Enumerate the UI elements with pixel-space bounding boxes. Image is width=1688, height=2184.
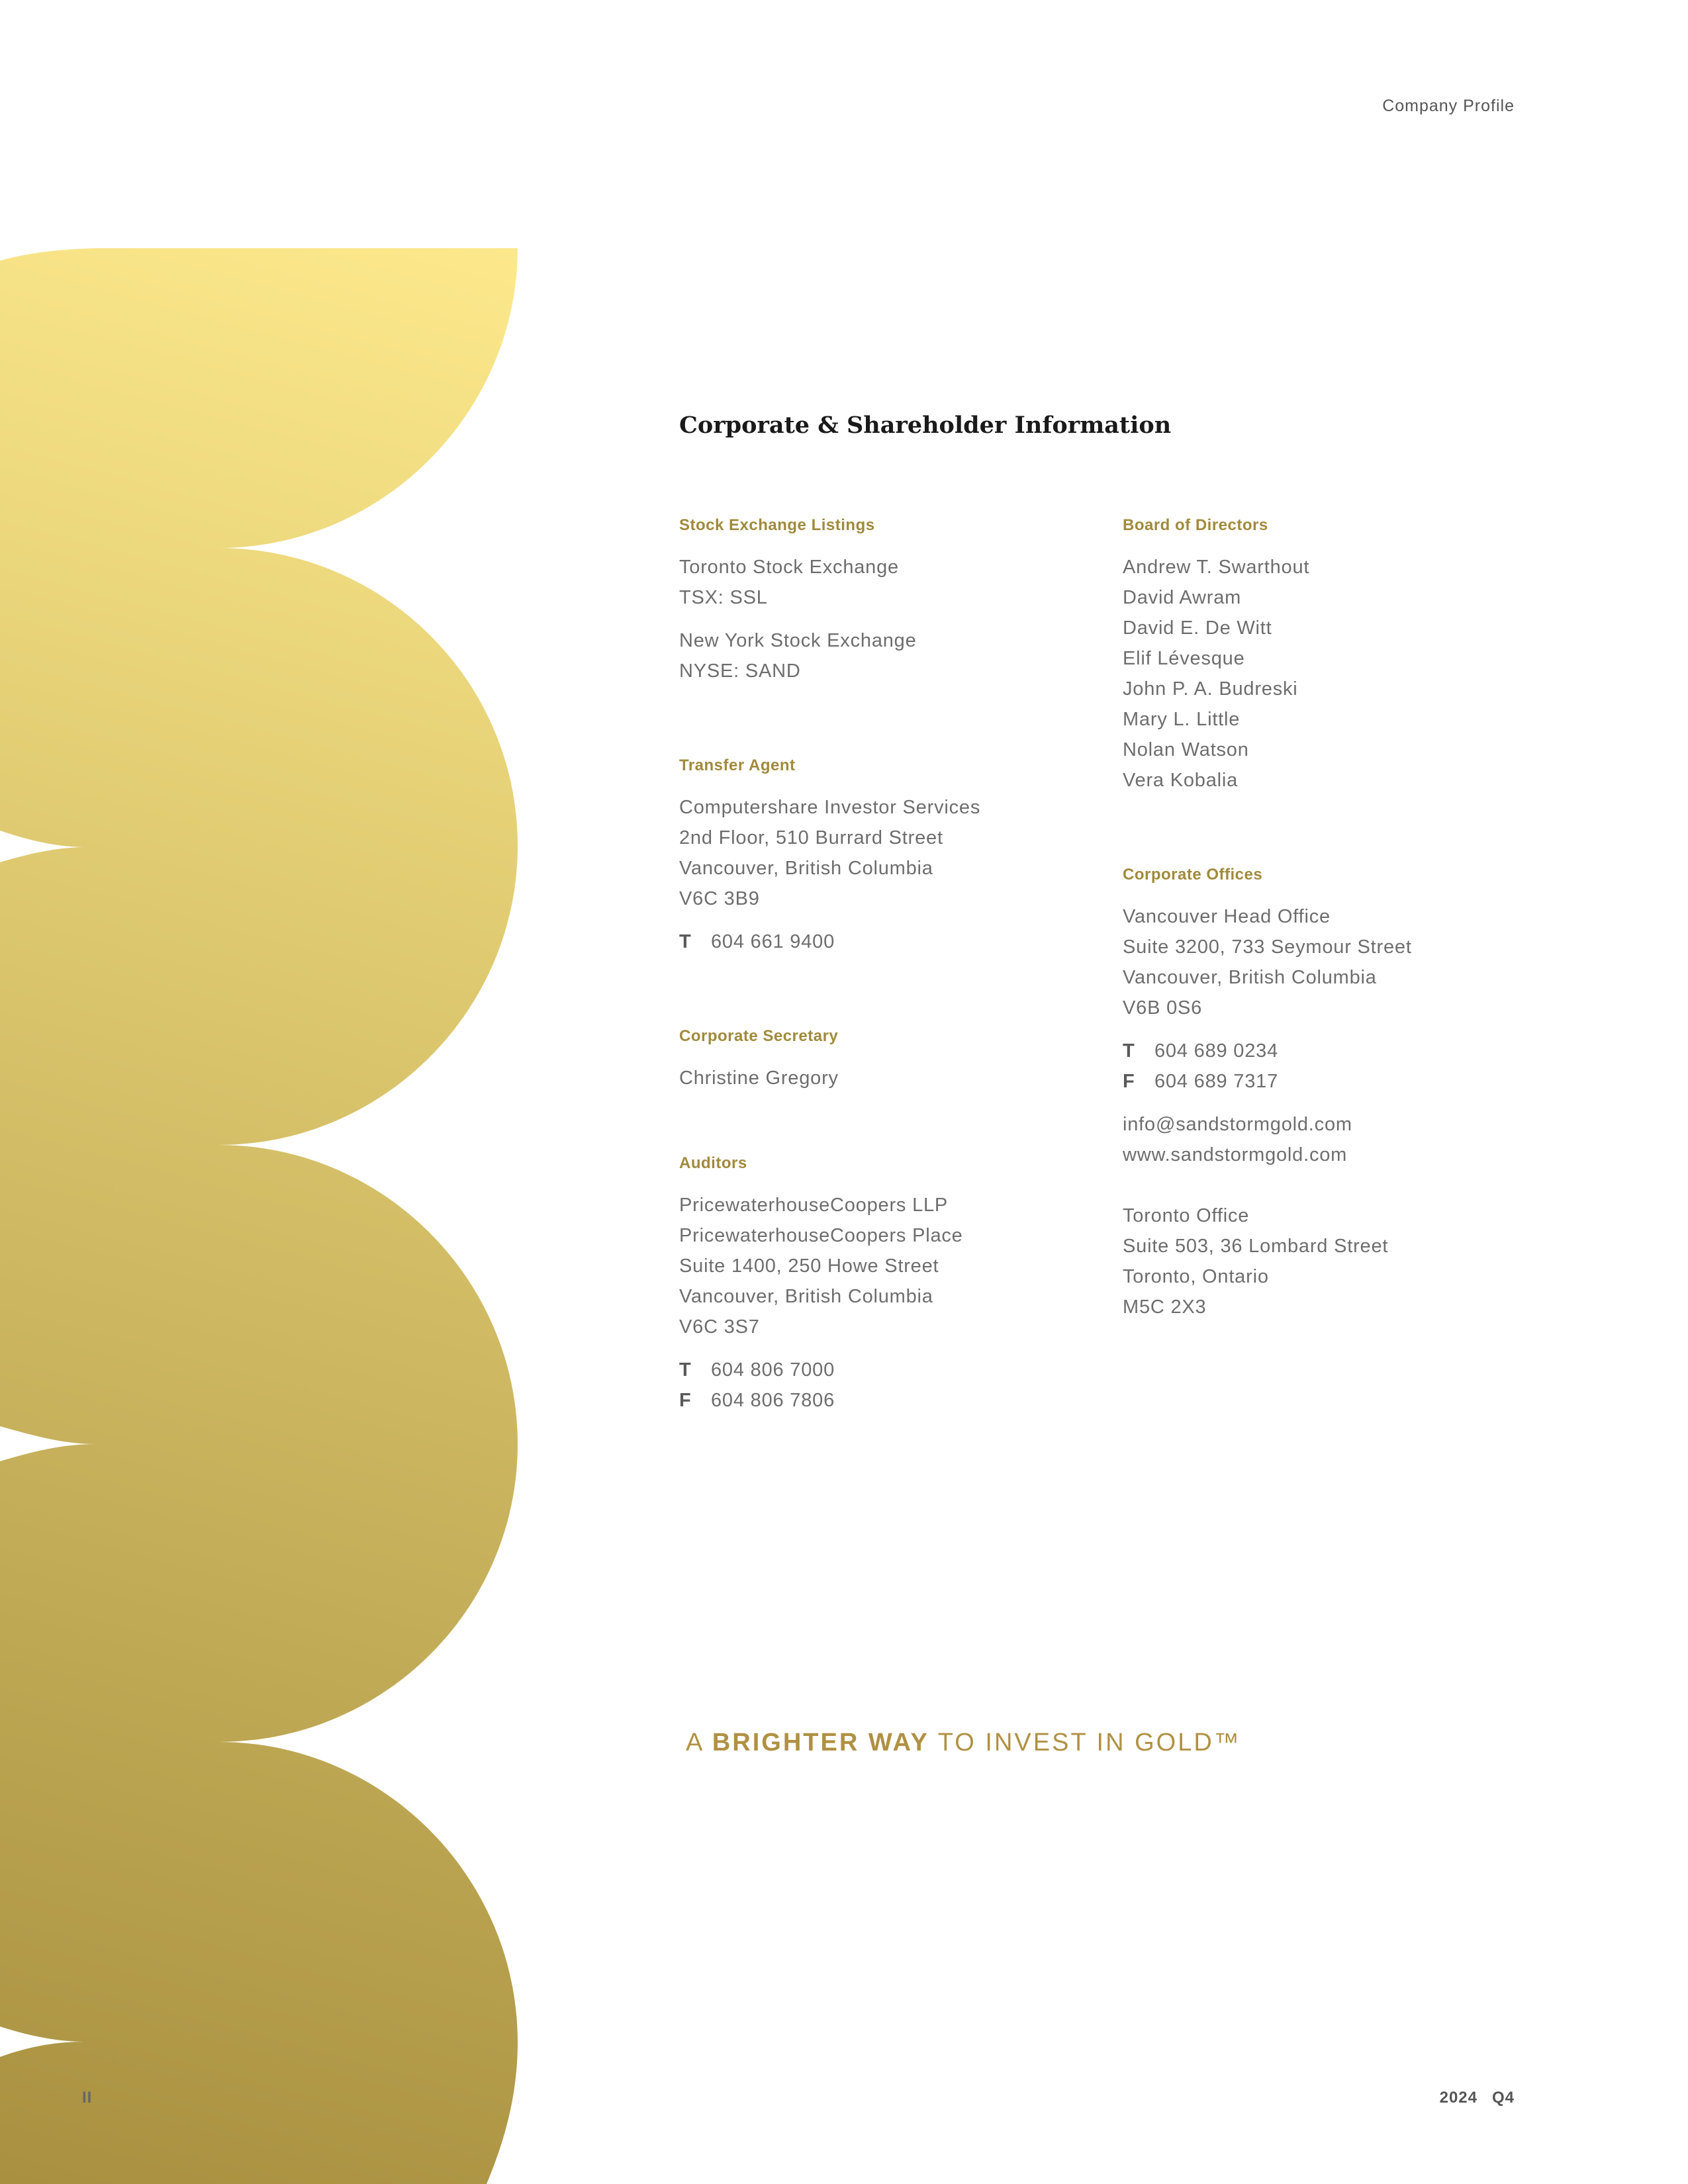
phone-number: 604 806 7000 xyxy=(711,1359,835,1381)
auditors-address xyxy=(679,1190,1103,1342)
phone-line xyxy=(679,1355,1103,1385)
phone-label: T xyxy=(679,1359,692,1381)
address-line: M5C 2X3 xyxy=(1123,1297,1207,1318)
corporate-offices-heading: Corporate Offices xyxy=(1123,866,1263,884)
address-line: Suite 1400, 250 Howe Street xyxy=(679,1255,939,1277)
gold-scallop-graphic xyxy=(0,0,530,2184)
board-member: John P. A. Budreski xyxy=(1123,678,1298,700)
board-member: Vera Kobalia xyxy=(1123,770,1239,791)
address-line: V6B 0S6 xyxy=(1123,997,1203,1019)
exchange-name: Toronto Stock Exchange xyxy=(679,557,899,578)
phone-number: 604 661 9400 xyxy=(711,931,835,952)
vancouver-office-address xyxy=(1123,901,1546,1023)
exchange-listing xyxy=(679,552,1103,613)
tagline xyxy=(686,1729,1241,1757)
fax-label: F xyxy=(1123,1071,1135,1092)
address-line: Toronto Office xyxy=(1123,1205,1250,1226)
auditors-section xyxy=(679,1154,1103,1416)
board-member: David E. De Witt xyxy=(1123,617,1272,639)
issue-quarter: Q4 xyxy=(1491,2089,1515,2107)
board-member: Nolan Watson xyxy=(1123,739,1249,760)
address-line: Suite 503, 36 Lombard Street xyxy=(1123,1236,1389,1257)
transfer-agent-heading: Transfer Agent xyxy=(679,756,796,774)
online-contact xyxy=(1123,1109,1546,1170)
header-section-label: Company Profile xyxy=(1382,97,1515,115)
phone-label: T xyxy=(1123,1040,1135,1062)
phone-label: T xyxy=(679,931,692,952)
address-line: 2nd Floor, 510 Burrard Street xyxy=(679,827,943,848)
address-line: PricewaterhouseCoopers LLP xyxy=(679,1195,949,1216)
board-section xyxy=(1123,516,1546,796)
tagline-bold: BRIGHTER WAY xyxy=(712,1729,929,1756)
address-line: Vancouver Head Office xyxy=(1123,906,1331,927)
transfer-agent-address xyxy=(679,792,1103,914)
page-number: II xyxy=(82,2089,93,2107)
stock-exchange-heading: Stock Exchange Listings xyxy=(679,516,875,534)
right-column xyxy=(1123,516,1546,1392)
corporate-secretary-heading: Corporate Secretary xyxy=(679,1027,839,1045)
exchange-name: New York Stock Exchange xyxy=(679,630,917,651)
board-heading: Board of Directors xyxy=(1123,516,1268,534)
fax-number: 604 689 7317 xyxy=(1154,1071,1278,1092)
address-line: Suite 3200, 733 Seymour Street xyxy=(1123,936,1412,958)
tagline-prefix: A xyxy=(686,1729,712,1756)
website-link[interactable]: www.sandstormgold.com xyxy=(1123,1144,1348,1165)
address-line: V6C 3S7 xyxy=(679,1316,760,1338)
fax-line xyxy=(1123,1066,1546,1097)
exchange-ticker: NYSE: SAND xyxy=(679,660,801,682)
address-line: V6C 3B9 xyxy=(679,888,760,909)
issue-label xyxy=(1440,2089,1515,2107)
board-member: Elif Lévesque xyxy=(1123,648,1245,669)
corporate-secretary-section xyxy=(679,1027,1103,1093)
address-line: Vancouver, British Columbia xyxy=(1123,967,1377,988)
corporate-secretary-group xyxy=(679,1063,1103,1093)
auditors-heading: Auditors xyxy=(679,1154,747,1172)
transfer-agent-contact xyxy=(679,927,1103,957)
board-member: Andrew T. Swarthout xyxy=(1123,557,1310,578)
address-line: Toronto, Ontario xyxy=(1123,1266,1269,1287)
corporate-secretary-name: Christine Gregory xyxy=(679,1068,839,1089)
board-member: David Awram xyxy=(1123,587,1242,608)
page-title: Corporate & Shareholder Information xyxy=(679,412,1172,439)
phone-line xyxy=(679,927,1103,957)
transfer-agent-section xyxy=(679,756,1103,957)
board-member: Mary L. Little xyxy=(1123,709,1241,730)
stock-exchange-section xyxy=(679,516,1103,686)
vancouver-office-contact xyxy=(1123,1036,1546,1097)
toronto-office-address xyxy=(1123,1201,1546,1322)
tagline-suffix: TO INVEST IN GOLD™ xyxy=(929,1729,1241,1756)
exchange-ticker: TSX: SSL xyxy=(679,587,768,608)
phone-line xyxy=(1123,1036,1546,1066)
address-line: PricewaterhouseCoopers Place xyxy=(679,1225,963,1246)
fax-label: F xyxy=(679,1390,692,1411)
auditors-contact xyxy=(679,1355,1103,1416)
email-link[interactable]: info@sandstormgold.com xyxy=(1123,1114,1352,1135)
address-line: Computershare Investor Services xyxy=(679,797,981,818)
left-column xyxy=(679,516,1103,1486)
corporate-offices-section xyxy=(1123,866,1546,1322)
issue-year: 2024 xyxy=(1439,2089,1477,2107)
exchange-listing xyxy=(679,625,1103,686)
phone-number: 604 689 0234 xyxy=(1154,1040,1278,1062)
board-members xyxy=(1123,552,1546,796)
fax-number: 604 806 7806 xyxy=(711,1390,835,1411)
address-line: Vancouver, British Columbia xyxy=(679,1286,933,1307)
address-line: Vancouver, British Columbia xyxy=(679,858,933,879)
fax-line xyxy=(679,1385,1103,1416)
